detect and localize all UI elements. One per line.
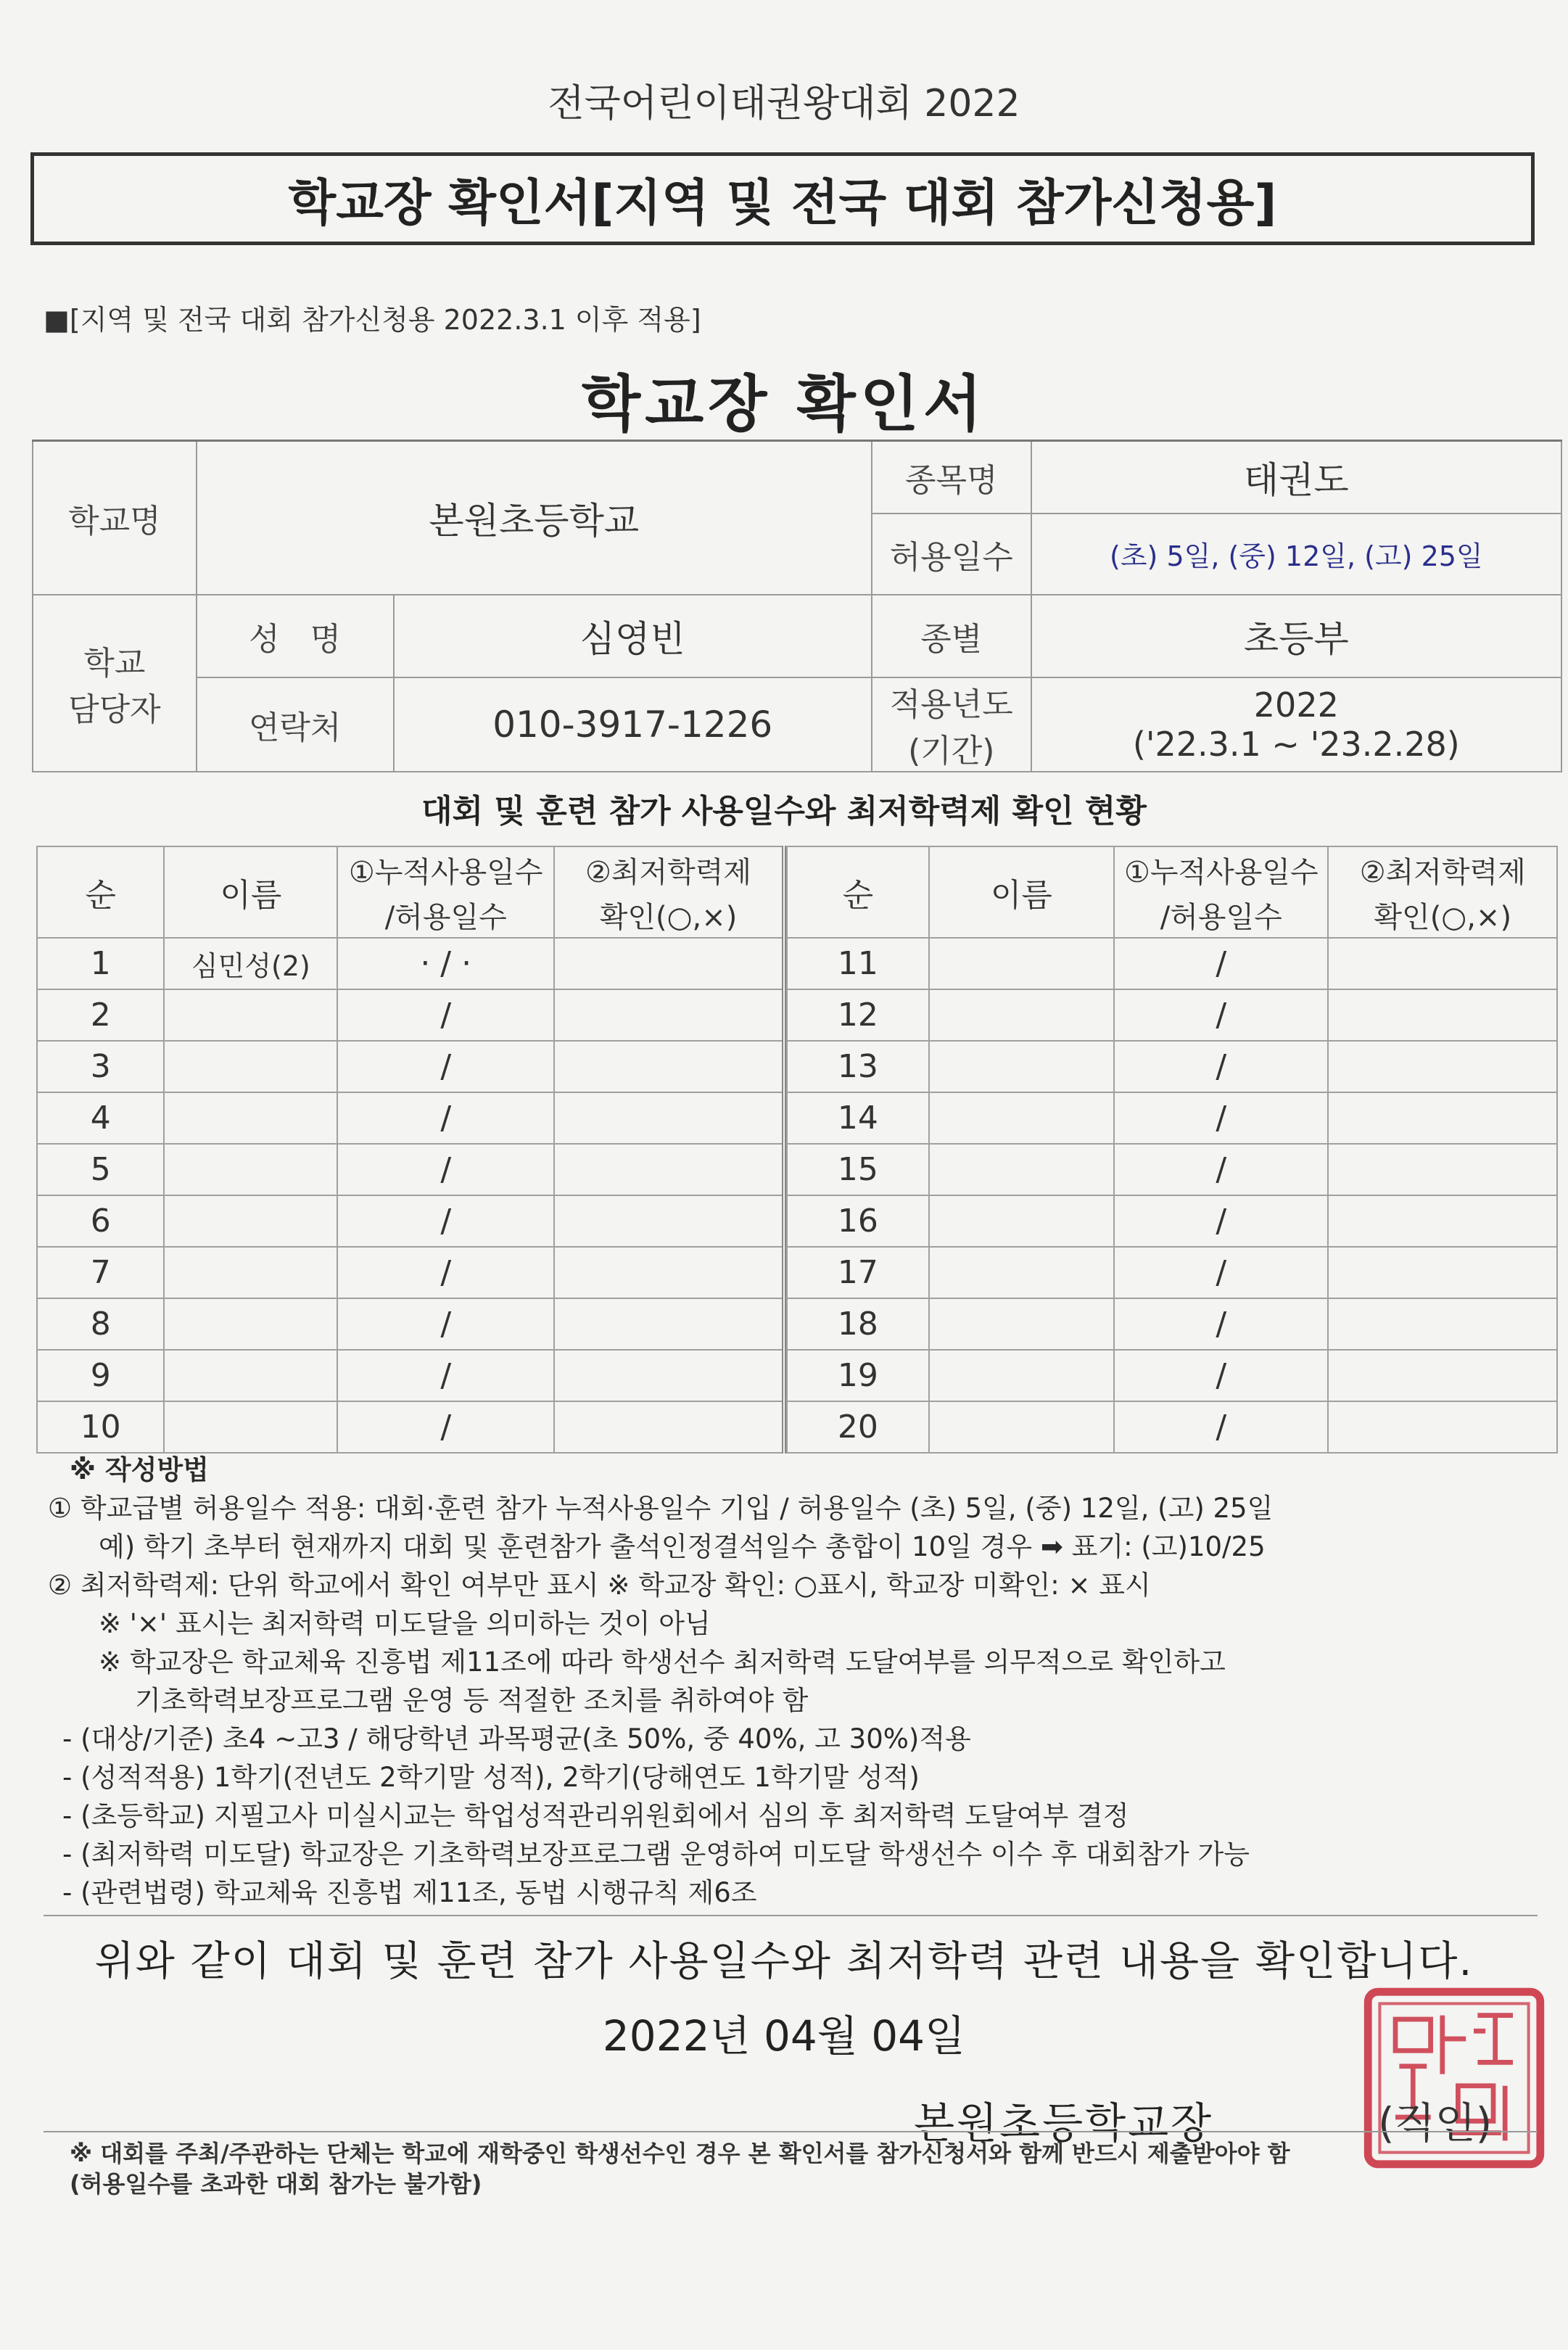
days-used: /	[1114, 1298, 1328, 1350]
instructions-heading: ※ 작성방법	[70, 1454, 209, 1485]
table-row	[37, 1247, 784, 1298]
instruction-1-example: 예) 학기 초부터 현재까지 대회 및 훈련참가 출석인정결석일수 총합이 10일 경우 ➡ 표기: (고)10/25	[99, 1531, 1266, 1562]
athlete-name	[929, 1298, 1114, 1350]
row-number: 14	[787, 1092, 929, 1144]
row-number: 1	[37, 938, 164, 989]
athlete-table-right	[786, 846, 1558, 1454]
col-no-header: 순	[787, 846, 929, 938]
principal-name: 본원초등학교장	[914, 2098, 1214, 2148]
athlete-name: 심민성(2)	[164, 938, 337, 989]
minimum-grade-check	[1328, 989, 1557, 1041]
col-no-header: 순	[37, 846, 164, 938]
days-used: /	[337, 1041, 554, 1092]
days-used: /	[337, 1195, 554, 1247]
table-row	[37, 1092, 784, 1144]
days-used: /	[337, 1092, 554, 1144]
row-number: 13	[787, 1041, 929, 1092]
minimum-grade-check	[1328, 1401, 1557, 1453]
status-heading: 대회 및 훈련 참가 사용일수와 최저학력제 확인 현황	[421, 793, 1147, 830]
divider	[44, 1915, 1538, 1916]
minimum-grade-check	[1328, 1144, 1557, 1195]
table-row	[787, 1298, 1557, 1350]
athlete-rows-right	[787, 938, 1557, 1453]
table-row	[787, 1401, 1557, 1453]
col-days-header-2: /허용일수	[337, 892, 554, 938]
col-check-header-1: ②최저학력제	[554, 846, 784, 892]
footer-note-line2: (허용일수를 초과한 대회 참가는 불가함)	[70, 2170, 482, 2198]
contact-name-value: 심영빈	[394, 595, 872, 677]
instruction-2: ② 최저학력제: 단위 학교에서 확인 여부만 표시 ※ 학교장 확인: ○표시, 학교장 미확인: × 표시	[48, 1570, 1151, 1601]
minimum-grade-check	[1328, 938, 1557, 989]
table-row	[37, 1350, 784, 1401]
year-label-line2: (기간)	[908, 732, 995, 770]
school-name-label: 학교명	[33, 441, 197, 595]
school-info-table	[32, 440, 1562, 772]
minimum-grade-check	[554, 1350, 784, 1401]
document-title-box: 학교장 확인서[지역 및 전국 대회 참가신청용]	[30, 152, 1535, 245]
table-row	[37, 1195, 784, 1247]
row-number: 2	[37, 989, 164, 1041]
detail-below-minimum: - (최저학력 미도달) 학교장은 기초학력보장프로그램 운영하여 미도달 학생선수 이수 후 대회참가 가능	[62, 1839, 1250, 1870]
row-number: 15	[787, 1144, 929, 1195]
row-number: 16	[787, 1195, 929, 1247]
days-used: /	[337, 1350, 554, 1401]
days-used: · / ·	[337, 938, 554, 989]
days-used: /	[1114, 1092, 1328, 1144]
athlete-name	[164, 1144, 337, 1195]
minimum-grade-check	[1328, 1092, 1557, 1144]
athlete-name	[929, 938, 1114, 989]
table-row	[787, 1350, 1557, 1401]
row-number: 3	[37, 1041, 164, 1092]
row-number: 17	[787, 1247, 929, 1298]
days-used: /	[337, 1247, 554, 1298]
instruction-2-note-a: ※ '×' 표시는 최저학력 미도달을 의미하는 것이 아님	[99, 1608, 711, 1639]
allowed-days-label: 허용일수	[872, 514, 1031, 595]
instruction-2-note-c: 기초학력보장프로그램 운영 등 적절한 조치를 취하여야 함	[135, 1685, 809, 1716]
contact-person-label-line2: 담당자	[68, 690, 161, 728]
contact-person-label	[33, 595, 197, 772]
year-label	[872, 677, 1031, 772]
table-row	[787, 1247, 1557, 1298]
applies-note: ■[지역 및 전국 대회 참가신청용 2022.3.1 이후 적용]	[44, 304, 701, 336]
athlete-name	[164, 1092, 337, 1144]
minimum-grade-check	[1328, 1041, 1557, 1092]
athlete-name	[929, 1247, 1114, 1298]
athlete-name	[929, 1092, 1114, 1144]
detail-law: - (관련법령) 학교체육 진흥법 제11조, 동법 시행규칙 제6조	[62, 1877, 757, 1908]
division-label: 종별	[872, 595, 1031, 677]
athlete-name	[164, 1298, 337, 1350]
days-used: /	[1114, 989, 1328, 1041]
athlete-name	[164, 1401, 337, 1453]
days-used: /	[1114, 1195, 1328, 1247]
row-number: 20	[787, 1401, 929, 1453]
days-used: /	[337, 1401, 554, 1453]
table-row	[787, 1195, 1557, 1247]
minimum-grade-check	[554, 938, 784, 989]
division-value: 초등부	[1031, 595, 1561, 677]
confirmation-sentence: 위와 같이 대회 및 훈련 참가 사용일수와 최저학력 관련 내용을 확인합니다.	[94, 1938, 1474, 1985]
row-number: 5	[37, 1144, 164, 1195]
days-used: /	[1114, 1041, 1328, 1092]
row-number: 9	[37, 1350, 164, 1401]
footer-note-line1: ※ 대회를 주최/주관하는 단체는 학교에 재학중인 학생선수인 경우 본 확인서를 참가신청서와 함께 반드시 제출받아야 함	[70, 2140, 1290, 2167]
col-name-header: 이름	[929, 846, 1114, 938]
minimum-grade-check	[554, 1298, 784, 1350]
athlete-name	[929, 989, 1114, 1041]
instruction-2-note-b: ※ 학교장은 학교체육 진흥법 제11조에 따라 학생선수 최저학력 도달여부를 의무적으로 확인하고	[99, 1646, 1226, 1678]
row-number: 7	[37, 1247, 164, 1298]
minimum-grade-check	[1328, 1247, 1557, 1298]
year-value	[1031, 677, 1561, 772]
year-value-period: ('22.3.1 ~ '23.2.28)	[1132, 724, 1460, 764]
phone-label: 연락처	[197, 677, 394, 772]
minimum-grade-check	[554, 1144, 784, 1195]
sport-label: 종목명	[872, 441, 1031, 514]
year-value-year: 2022	[1253, 685, 1339, 725]
days-used: /	[1114, 1350, 1328, 1401]
athlete-name	[164, 1195, 337, 1247]
seal-label: (직인)	[1378, 2098, 1493, 2148]
athlete-name	[929, 1401, 1114, 1453]
row-number: 8	[37, 1298, 164, 1350]
row-number: 6	[37, 1195, 164, 1247]
days-used: /	[1114, 1144, 1328, 1195]
days-used: /	[1114, 1401, 1328, 1453]
minimum-grade-check	[1328, 1350, 1557, 1401]
table-row	[787, 1041, 1557, 1092]
contact-name-label: 성 명	[197, 595, 394, 677]
event-header: 전국어린이태권왕대회 2022	[548, 82, 1020, 125]
athlete-name	[164, 1350, 337, 1401]
days-used: /	[337, 1144, 554, 1195]
col-days-header-1: ①누적사용일수	[337, 846, 554, 892]
allowed-days-value: (초) 5일, (중) 12일, (고) 25일	[1031, 514, 1561, 595]
minimum-grade-check	[554, 989, 784, 1041]
minimum-grade-check	[554, 1247, 784, 1298]
athlete-name	[164, 1041, 337, 1092]
detail-elementary: - (초등학교) 지필고사 미실시교는 학업성적관리위원회에서 심의 후 최저학력 도달여부 결정	[62, 1800, 1129, 1831]
col-days-header-1: ①누적사용일수	[1114, 846, 1328, 892]
minimum-grade-check	[1328, 1195, 1557, 1247]
athlete-name	[929, 1350, 1114, 1401]
col-name-header: 이름	[164, 846, 337, 938]
athlete-table-left	[36, 846, 786, 1454]
minimum-grade-check	[554, 1092, 784, 1144]
days-used: /	[1114, 1247, 1328, 1298]
table-row	[787, 938, 1557, 989]
row-number: 4	[37, 1092, 164, 1144]
col-days-header-2: /허용일수	[1114, 892, 1328, 938]
table-row	[787, 1144, 1557, 1195]
table-row	[37, 989, 784, 1041]
table-row	[787, 1092, 1557, 1144]
row-number: 10	[37, 1401, 164, 1453]
athlete-name	[929, 1041, 1114, 1092]
row-number: 12	[787, 989, 929, 1041]
detail-grades: - (성적적용) 1학기(전년도 2학기말 성적), 2학기(당해연도 1학기말 성적)	[62, 1762, 920, 1793]
minimum-grade-check	[554, 1195, 784, 1247]
athlete-name	[164, 989, 337, 1041]
minimum-grade-check	[1328, 1298, 1557, 1350]
confirmation-date: 2022년 04월 04일	[602, 2011, 966, 2061]
table-row	[37, 938, 784, 989]
instructions	[48, 1451, 1542, 1912]
page-title: 학교장 확인서	[581, 368, 987, 440]
row-number: 18	[787, 1298, 929, 1350]
table-header-row	[37, 846, 784, 892]
days-used: /	[1114, 938, 1328, 989]
instruction-1: ① 학교급별 허용일수 적용: 대회·훈련 참가 누적사용일수 기입 / 허용일수 (초) 5일, (중) 12일, (고) 25일	[48, 1493, 1274, 1524]
table-row	[787, 989, 1557, 1041]
footer-note	[70, 2138, 1549, 2199]
athlete-name	[929, 1144, 1114, 1195]
days-used: /	[337, 989, 554, 1041]
footer-divider	[44, 2131, 1538, 2132]
minimum-grade-check	[554, 1041, 784, 1092]
contact-person-label-line1: 학교	[83, 644, 146, 682]
table-row	[37, 1041, 784, 1092]
athlete-rows-left	[37, 938, 784, 1453]
col-check-header-2: 확인(○,×)	[1328, 892, 1557, 938]
row-number: 19	[787, 1350, 929, 1401]
detail-target: - (대상/기준) 초4 ~고3 / 해당학년 과목평균(초 50%, 중 40%, 고 30%)적용	[62, 1723, 971, 1755]
athlete-name	[164, 1247, 337, 1298]
year-label-line1: 적용년도	[889, 685, 1013, 723]
col-check-header-1: ②최저학력제	[1328, 846, 1557, 892]
days-used: /	[337, 1298, 554, 1350]
school-name-value: 본원초등학교	[197, 441, 872, 595]
phone-value: 010-3917-1226	[394, 677, 872, 772]
row-number: 11	[787, 938, 929, 989]
table-row	[37, 1401, 784, 1453]
minimum-grade-check	[554, 1401, 784, 1453]
table-row	[37, 1298, 784, 1350]
sport-value: 태권도	[1031, 441, 1561, 514]
col-check-header-2: 확인(○,×)	[554, 892, 784, 938]
table-row	[37, 1144, 784, 1195]
athlete-name	[929, 1195, 1114, 1247]
